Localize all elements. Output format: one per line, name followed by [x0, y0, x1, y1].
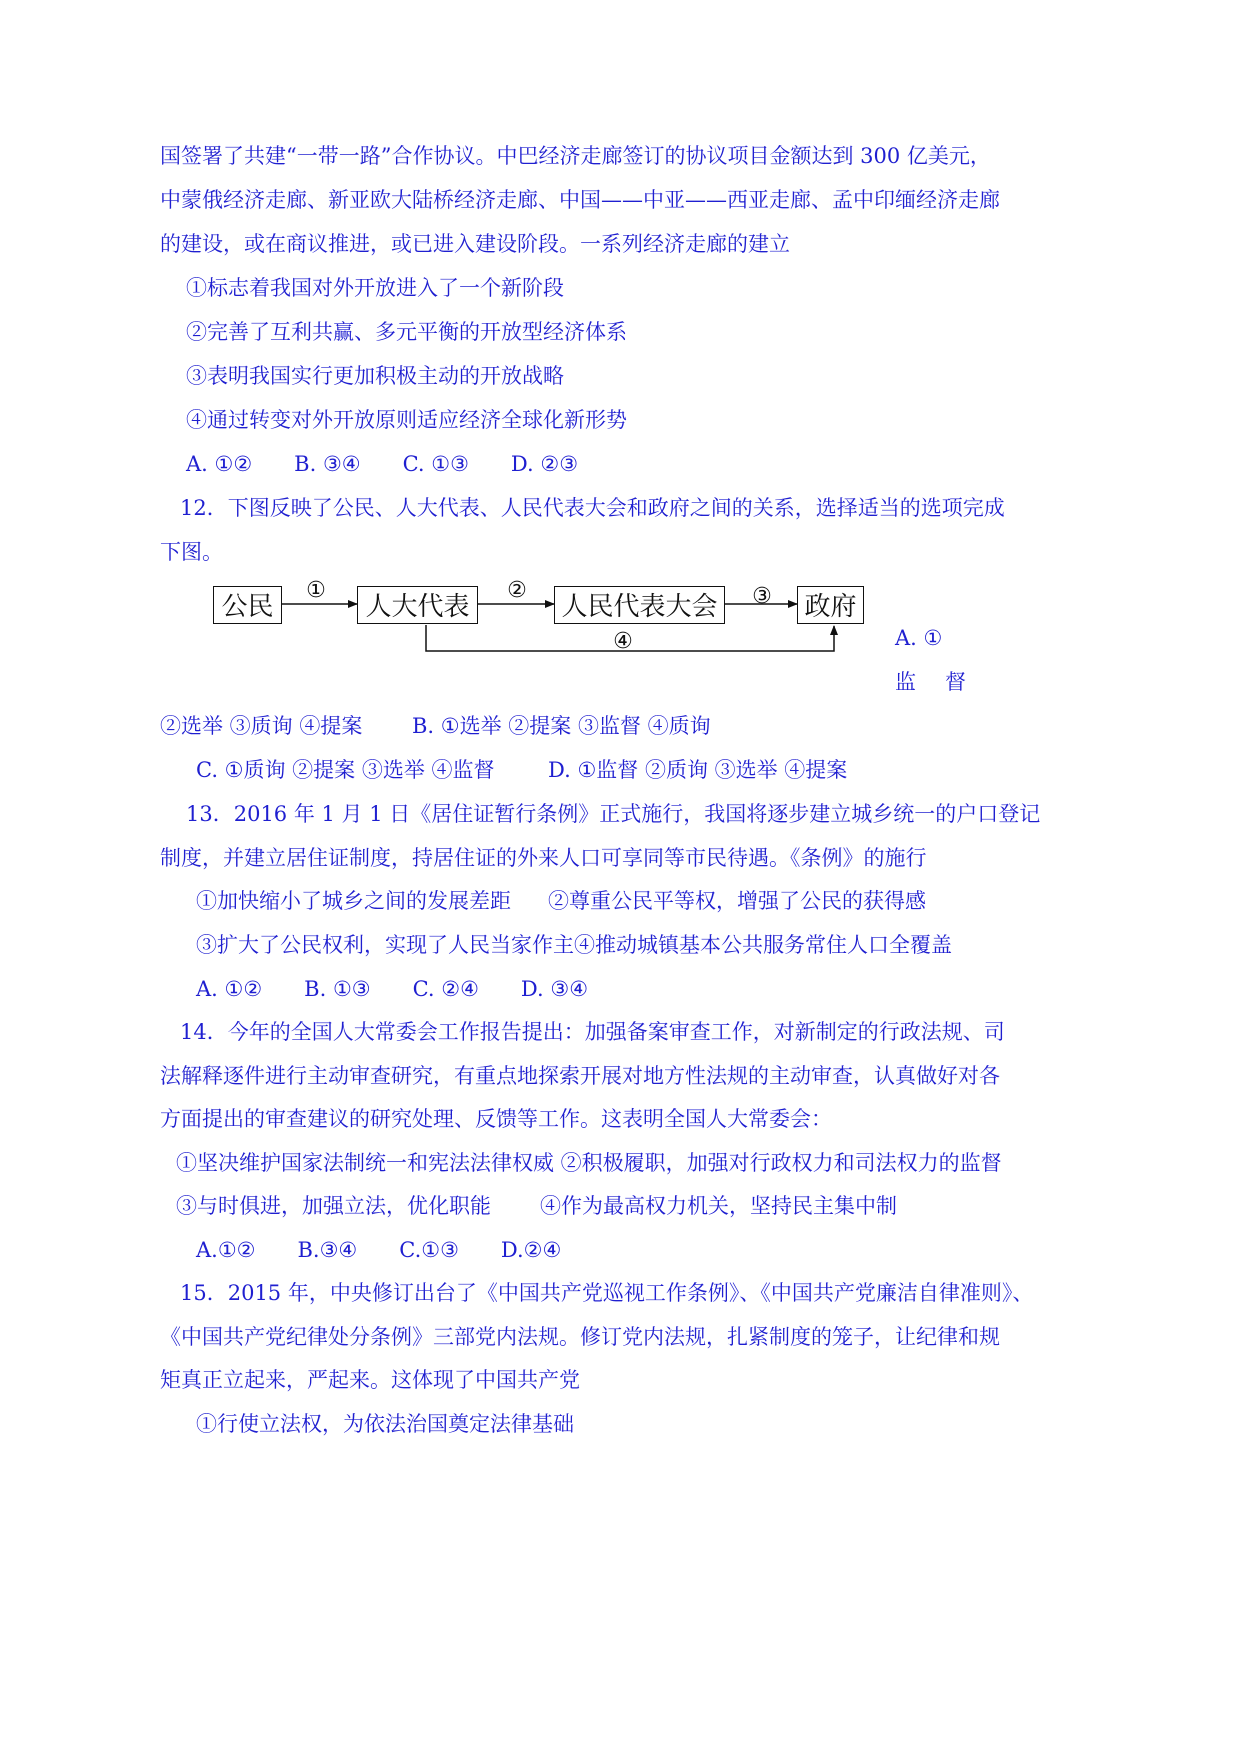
q11-item-1: ①标志着我国对外开放进入了一个新阶段	[186, 276, 564, 300]
q13-item-1: ①加快缩小了城乡之间的发展差距	[196, 889, 511, 913]
q11-stem-line-3: 的建设，或在商议推进，或已进入建设阶段。一系列经济走廊的建立	[160, 232, 790, 256]
q15-item-1: ①行使立法权，为依法治国奠定法律基础	[196, 1412, 574, 1436]
q13-options: A. ①② B. ①③ C. ②④ D. ③④	[196, 977, 589, 1001]
box-citizen: 公民	[213, 586, 282, 624]
q12-stem-line-1: 12．下图反映了公民、人大代表、人民代表大会和政府之间的关系，选择适当的选项完成	[180, 496, 1005, 520]
q12-option-b: B. ①选举 ②提案 ③监督 ④质询	[412, 714, 711, 738]
q12-option-a-jiandu: 监 督	[895, 670, 970, 694]
mark-1: ①	[306, 578, 326, 603]
q13-item-2: ②尊重公民平等权，增强了公民的获得感	[548, 889, 926, 913]
q14-item-3: ③与时俱进，加强立法，优化职能	[176, 1194, 491, 1218]
q12-stem-line-2: 下图。	[160, 540, 223, 564]
box-congress: 人民代表大会	[554, 586, 725, 624]
mark-3: ③	[752, 584, 772, 609]
q14-stem-line-1: 14．今年的全国人大常委会工作报告提出：加强备案审查工作，对新制定的行政法规、司	[180, 1020, 1005, 1044]
q14-item-4: ④作为最高权力机关，坚持民主集中制	[540, 1194, 897, 1218]
q11-item-2: ②完善了互利共赢、多元平衡的开放型经济体系	[186, 320, 627, 344]
mark-4: ④	[613, 629, 633, 654]
q11-stem-line-1: 国签署了共建“一带一路”合作协议。中巴经济走廊签订的协议项目金额达到 300 亿美元，	[160, 144, 991, 168]
q14-item-1-2: ①坚决维护国家法制统一和宪法法律权威 ②积极履职，加强对行政权力和司法权力的监督	[176, 1151, 1002, 1175]
box-government: 政府	[797, 586, 864, 624]
q12-option-d: D. ①监督 ②质询 ③选举 ④提案	[548, 758, 848, 782]
q12-option-a-rest: ②选举 ③质询 ④提案	[160, 714, 363, 738]
q11-options: A. ①② B. ③④ C. ①③ D. ②③	[186, 452, 579, 476]
q13-stem-line-1: 13．2016 年 1 月 1 日《居住证暂行条例》正式施行，我国将逐步建立城乡统一的户口登记	[186, 802, 1041, 826]
q12-option-a-head: A. ①	[895, 626, 943, 650]
q14-stem-line-2: 法解释逐件进行主动审查研究，有重点地探索开展对地方性法规的主动审查，认真做好对各	[160, 1064, 1000, 1088]
q14-stem-line-3: 方面提出的审查建议的研究处理、反馈等工作。这表明全国人大常委会：	[160, 1107, 832, 1131]
box-deputy: 人大代表	[357, 586, 478, 624]
q13-stem-line-2: 制度，并建立居住证制度，持居住证的外来人口可享同等市民待遇。《条例》的施行	[160, 846, 927, 870]
q11-item-4: ④通过转变对外开放原则适应经济全球化新形势	[186, 408, 627, 432]
arrow-4	[426, 625, 834, 651]
q11-stem-line-2: 中蒙俄经济走廊、新亚欧大陆桥经济走廊、中国——中亚——西亚走廊、孟中印缅经济走廊	[160, 188, 1000, 212]
q11-item-3: ③表明我国实行更加积极主动的开放战略	[186, 364, 564, 388]
q12-option-c: C. ①质询 ②提案 ③选举 ④监督	[196, 758, 495, 782]
q15-stem-line-3: 矩真正立起来，严起来。这体现了中国共产党	[160, 1368, 580, 1392]
q15-stem-line-1: 15．2015 年，中央修订出台了《中国共产党巡视工作条例》、《中国共产党廉洁自律准则》、	[180, 1281, 1034, 1305]
mark-2: ②	[507, 578, 527, 603]
q15-stem-line-2: 《中国共产党纪律处分条例》三部党内法规。修订党内法规，扎紧制度的笼子，让纪律和规	[160, 1325, 1000, 1349]
q13-item-3-4: ③扩大了公民权利，实现了人民当家作主④推动城镇基本公共服务常住人口全覆盖	[196, 933, 952, 957]
q14-options: A.①② B.③④ C.①③ D.②④	[196, 1238, 562, 1262]
